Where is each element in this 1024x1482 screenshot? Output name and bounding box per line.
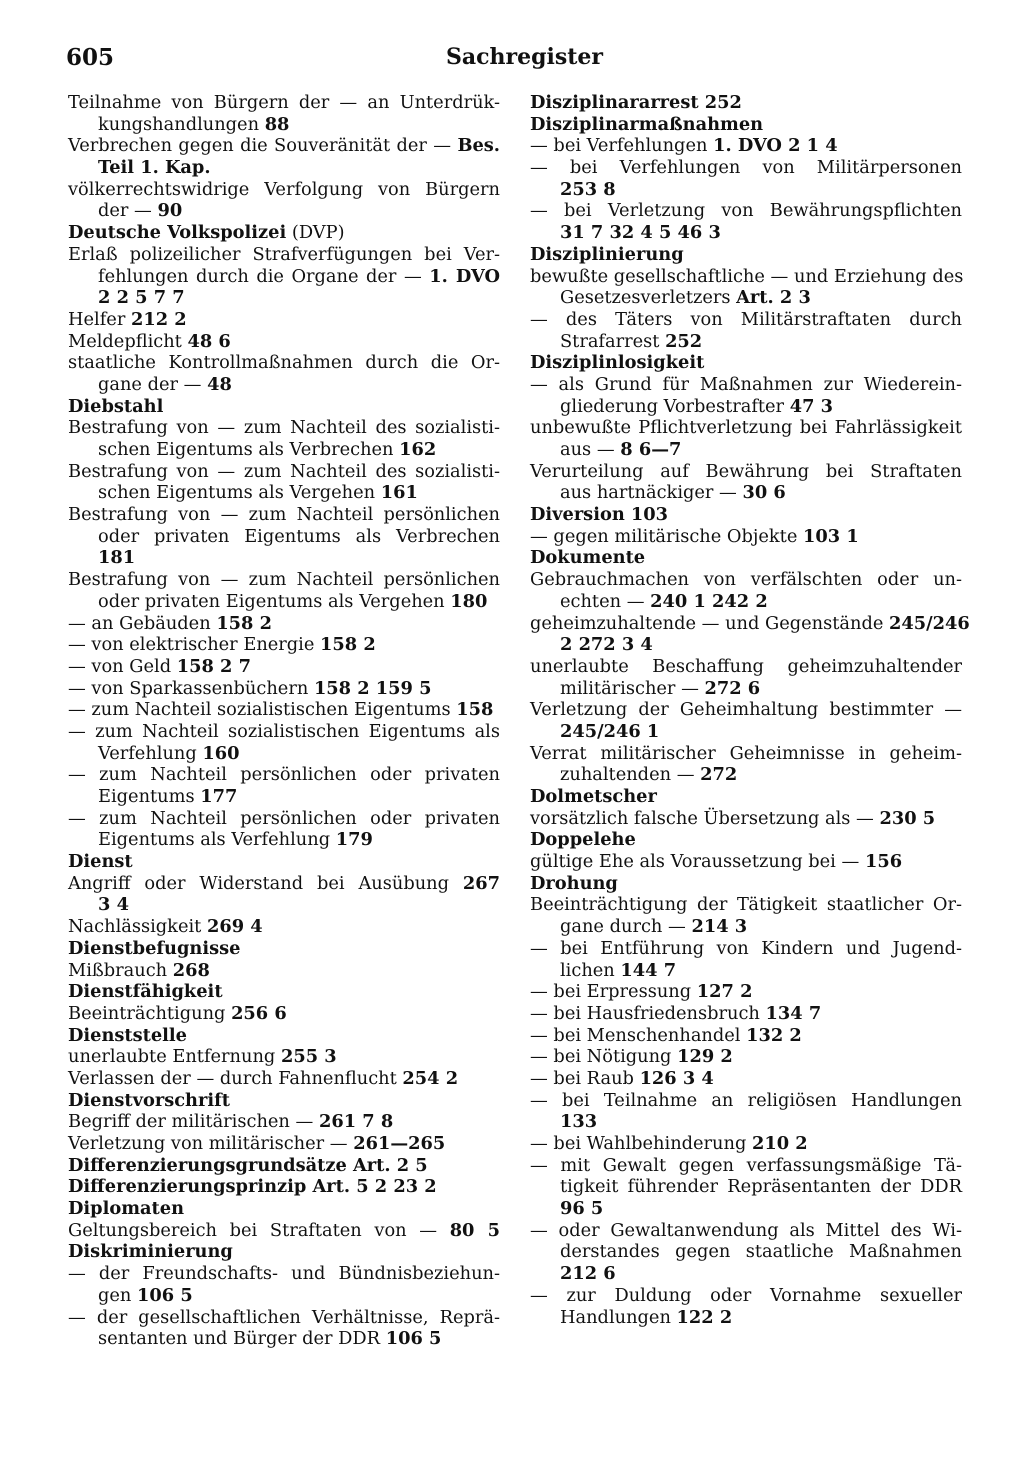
index-entry-text: Verletzung der Geheimhaltung bestimmter — bbox=[530, 699, 962, 721]
index-keyword: 2 2 5 7 7 bbox=[98, 287, 185, 309]
index-reference: 158 2 7 bbox=[176, 655, 251, 677]
index-entry-text: lichen bbox=[560, 959, 621, 981]
index-entry-text: — zur Duldung oder Vornahme sexueller bbox=[530, 1284, 962, 1306]
index-entry-text: Gebrauchmachen von verfälschten oder un- bbox=[530, 569, 962, 591]
index-entry-text: — von elektrischer Energie bbox=[68, 634, 321, 656]
index-entry-text: Mißbrauch bbox=[68, 959, 173, 981]
index-line bbox=[68, 244, 500, 266]
index-reference: 1. DVO 2 1 4 bbox=[713, 135, 838, 157]
index-line bbox=[530, 1003, 962, 1025]
index-entry-text: Verbrechen gegen die Souveränität der — bbox=[68, 135, 458, 157]
index-line bbox=[530, 1220, 962, 1242]
index-entry-text: gliederung Vorbestrafter bbox=[560, 395, 790, 417]
index-line bbox=[68, 504, 500, 526]
index-line bbox=[68, 331, 500, 353]
index-reference: 106 5 bbox=[385, 1328, 442, 1350]
index-line bbox=[68, 547, 500, 569]
index-reference: 80 5 bbox=[449, 1219, 500, 1241]
index-line bbox=[68, 1176, 500, 1198]
index-line bbox=[530, 396, 962, 418]
index-entry-text: Meldepflicht bbox=[68, 330, 188, 352]
index-line bbox=[68, 808, 500, 830]
index-line bbox=[68, 439, 500, 461]
index-line bbox=[68, 1263, 500, 1285]
index-reference: 158 2 bbox=[216, 612, 272, 634]
index-line bbox=[530, 331, 962, 353]
index-reference: 134 7 bbox=[765, 1002, 822, 1024]
index-entry-text: — bei Verfehlungen von Militärpersonen bbox=[530, 157, 962, 179]
index-line bbox=[68, 352, 500, 374]
index-line bbox=[530, 200, 962, 222]
index-line bbox=[530, 612, 970, 635]
index-reference: Art. 2 3 bbox=[736, 287, 811, 309]
index-line bbox=[530, 699, 962, 721]
index-line bbox=[68, 1241, 500, 1263]
index-line bbox=[530, 981, 962, 1003]
index-reference: 160 bbox=[202, 742, 240, 764]
index-column-right bbox=[530, 92, 970, 1328]
index-line bbox=[530, 1090, 962, 1112]
index-reference: Bes. bbox=[457, 135, 500, 157]
index-reference: 255 3 bbox=[280, 1046, 337, 1068]
index-line bbox=[68, 1155, 500, 1177]
index-entry-text: der — bbox=[98, 200, 158, 222]
index-line bbox=[530, 851, 962, 873]
index-entry-text: Beeinträchtigung der Tätigkeit staatlicher Or- bbox=[530, 894, 962, 916]
index-line bbox=[68, 114, 500, 136]
index-line bbox=[530, 1198, 962, 1220]
index-keyword: Dienst bbox=[68, 851, 133, 873]
index-entry-text: — an Gebäuden bbox=[68, 612, 217, 634]
index-line bbox=[530, 808, 962, 830]
index-line bbox=[530, 678, 962, 700]
index-line bbox=[68, 482, 500, 504]
index-reference: 161 bbox=[380, 482, 418, 504]
index-keyword: Drohung bbox=[530, 872, 618, 894]
index-entry-text: echten — bbox=[560, 590, 651, 612]
index-line bbox=[68, 222, 500, 244]
index-keyword: 133 bbox=[560, 1111, 598, 1133]
index-reference: 144 7 bbox=[620, 959, 677, 981]
index-line bbox=[68, 1307, 500, 1329]
index-entry-text: Geltungsbereich bei Straftaten von — bbox=[68, 1219, 450, 1241]
index-line bbox=[68, 374, 500, 396]
index-entry-text: bewußte gesellschaftliche — und Erziehung des bbox=[530, 265, 964, 287]
index-reference: 180 bbox=[450, 590, 488, 612]
index-column-left bbox=[68, 92, 500, 1350]
index-line bbox=[530, 374, 962, 396]
index-line bbox=[530, 721, 962, 743]
index-entry-text: geheimzuhaltende — und Gegenstände bbox=[530, 612, 890, 634]
index-reference: 272 bbox=[700, 764, 738, 786]
index-reference: 261—265 bbox=[353, 1133, 446, 1154]
index-entry-text: — bei Wahlbehinderung bbox=[530, 1133, 752, 1154]
index-reference: 106 5 bbox=[137, 1284, 193, 1306]
index-entry-text: oder privaten Eigentums als Verbrechen bbox=[98, 525, 500, 547]
index-line bbox=[530, 222, 962, 244]
index-line bbox=[530, 1025, 962, 1047]
index-line bbox=[530, 1133, 962, 1155]
index-line bbox=[68, 1111, 500, 1133]
index-entry-text: unerlaubte Entfernung bbox=[68, 1046, 281, 1068]
index-entry-text: — als Grund für Maßnahmen zur Wiederein- bbox=[530, 373, 962, 395]
index-line bbox=[68, 1285, 500, 1307]
index-keyword: 212 6 bbox=[560, 1263, 616, 1285]
index-line bbox=[68, 200, 500, 222]
index-line bbox=[68, 1003, 500, 1025]
index-entry-text: Verfehlung bbox=[98, 742, 203, 764]
index-line bbox=[68, 396, 500, 418]
index-line bbox=[530, 656, 962, 678]
index-line bbox=[68, 613, 500, 635]
index-entry-text: Verrat militärischer Geheimnisse in geheim- bbox=[530, 742, 962, 764]
index-line bbox=[68, 157, 500, 179]
index-keyword: Dienstvorschrift bbox=[68, 1089, 230, 1111]
page-title: Sachregister bbox=[446, 44, 603, 70]
index-entry-text: gen bbox=[98, 1284, 138, 1306]
index-line bbox=[530, 1263, 962, 1285]
index-line bbox=[530, 916, 962, 938]
index-line bbox=[530, 92, 962, 114]
index-reference: 47 3 bbox=[789, 395, 834, 417]
index-entry-text: Bestrafung von — zum Nachteil des sozialisti- bbox=[68, 417, 500, 439]
index-keyword: Dienststelle bbox=[68, 1024, 187, 1046]
index-reference: 214 3 bbox=[691, 916, 748, 938]
index-entry-text: militärischer — bbox=[560, 677, 705, 699]
index-line bbox=[68, 179, 500, 201]
index-entry-text: Helfer bbox=[68, 308, 131, 330]
index-entry-text: — der gesellschaftlichen Verhältnisse, Reprä- bbox=[68, 1306, 500, 1328]
index-keyword: 31 7 32 4 5 46 3 bbox=[560, 222, 721, 244]
index-entry-text: aus hartnäckiger — bbox=[560, 482, 743, 504]
index-entry-text: vorsätzlich falsche Übersetzung als — bbox=[530, 807, 880, 829]
index-reference: 122 2 bbox=[676, 1306, 733, 1328]
index-line bbox=[530, 547, 962, 569]
index-entry-text: schen Eigentums als Vergehen bbox=[98, 482, 381, 504]
index-line bbox=[68, 417, 500, 439]
index-entry-text: kungshandlungen bbox=[98, 113, 265, 135]
index-entry-text: — des Täters von Militärstraftaten durch bbox=[530, 308, 962, 330]
index-keyword: Dokumente bbox=[530, 547, 646, 569]
index-line bbox=[530, 1046, 962, 1068]
index-entry-text: fehlungen durch die Organe der — bbox=[98, 265, 430, 287]
index-reference: 254 2 bbox=[402, 1067, 459, 1089]
index-entry-text: Gesetzesverletzers bbox=[560, 287, 737, 309]
index-reference: 158 bbox=[456, 699, 494, 721]
index-entry-text: unerlaubte Beschaffung geheimzuhaltender bbox=[530, 655, 962, 677]
index-reference: 179 bbox=[335, 829, 373, 851]
index-entry-text: — gegen militärische Objekte bbox=[530, 525, 804, 547]
index-line bbox=[530, 266, 962, 288]
index-entry-text: gane durch — bbox=[560, 916, 692, 938]
index-entry-text: Eigentums bbox=[98, 786, 201, 807]
index-reference: 1. DVO bbox=[429, 265, 500, 287]
index-reference: 240 1 242 2 bbox=[650, 590, 768, 612]
index-line bbox=[68, 743, 500, 765]
index-entry-text: — der Freundschafts- und Bündnisbeziehun- bbox=[68, 1263, 500, 1285]
index-reference: 269 4 bbox=[206, 916, 263, 938]
index-reference: 8 6—7 bbox=[620, 439, 682, 460]
index-keyword: Dienstfähigkeit bbox=[68, 981, 223, 1003]
index-entry-text: gane der — bbox=[98, 373, 208, 395]
index-entry-text: — von Sparkassenbüchern bbox=[68, 677, 314, 699]
index-keyword: Diversion 103 bbox=[530, 504, 669, 526]
index-entry-text: — bei Menschenhandel bbox=[530, 1024, 747, 1046]
index-reference: 212 2 bbox=[130, 308, 187, 330]
index-keyword: 245/246 1 bbox=[560, 720, 660, 742]
index-reference: 230 5 bbox=[879, 807, 936, 829]
index-entry-suffix: (DVP) bbox=[286, 222, 345, 244]
index-reference: 268 bbox=[172, 959, 210, 981]
index-entry-text: — zum Nachteil sozialistischen Eigentums bbox=[68, 699, 457, 721]
index-entry-text: — von Geld bbox=[68, 655, 177, 677]
index-entry-text: Strafarrest bbox=[560, 330, 666, 352]
index-entry-text: — bei Erpressung bbox=[530, 981, 697, 1003]
index-line bbox=[530, 960, 962, 982]
index-line bbox=[68, 1328, 500, 1350]
index-reference: 267 bbox=[462, 872, 500, 894]
index-entry-text: Verurteilung auf Bewährung bei Straftaten bbox=[530, 460, 962, 482]
index-line bbox=[68, 1025, 500, 1047]
index-reference: 256 6 bbox=[231, 1002, 287, 1024]
index-line bbox=[530, 829, 962, 851]
index-entry-text: zuhaltenden — bbox=[560, 764, 701, 786]
index-entry-text: — bei Hausfriedensbruch bbox=[530, 1002, 766, 1024]
index-line bbox=[68, 764, 500, 786]
index-line bbox=[68, 960, 500, 982]
index-reference: 103 1 bbox=[803, 525, 859, 547]
index-entry-text: — bei Verfehlungen bbox=[530, 135, 714, 157]
index-line bbox=[68, 309, 500, 331]
index-line bbox=[530, 179, 962, 201]
index-entry-text: schen Eigentums als Verbrechen bbox=[98, 439, 400, 460]
index-entry-text: — oder Gewaltanwendung als Mittel des Wi- bbox=[530, 1219, 962, 1241]
index-line bbox=[530, 309, 962, 331]
index-line bbox=[68, 1090, 500, 1112]
index-line bbox=[530, 634, 962, 656]
index-reference: 129 2 bbox=[677, 1046, 733, 1068]
index-keyword: Disziplinarmaßnahmen bbox=[530, 113, 764, 135]
index-line bbox=[530, 873, 962, 895]
index-line bbox=[530, 439, 962, 461]
index-line bbox=[530, 244, 962, 266]
index-keyword: 96 5 bbox=[560, 1198, 604, 1220]
index-line bbox=[530, 764, 962, 786]
index-entry-text: Erlaß polizeilicher Strafverfügungen bei Ver- bbox=[68, 243, 500, 265]
index-line bbox=[530, 938, 962, 960]
index-line bbox=[68, 916, 500, 938]
index-reference: 158 2 bbox=[320, 634, 376, 656]
index-entry-text: Nachlässigkeit bbox=[68, 916, 207, 938]
index-reference: 127 2 bbox=[696, 981, 753, 1003]
index-line bbox=[530, 135, 962, 157]
index-entry-text: — zum Nachteil sozialistischen Eigentums als bbox=[68, 720, 500, 742]
index-keyword: 3 4 bbox=[98, 894, 129, 916]
index-line bbox=[68, 1198, 500, 1220]
index-entry-text: — bei Verletzung von Bewährungspflichten bbox=[530, 200, 962, 222]
index-reference: 210 2 bbox=[752, 1133, 808, 1154]
index-line bbox=[68, 851, 500, 873]
index-entry-text: staatliche Kontrollmaßnahmen durch die Or- bbox=[68, 352, 500, 374]
index-entry-text: oder privaten Eigentums als Vergehen bbox=[98, 590, 451, 612]
index-entry-text: — bei Nötigung bbox=[530, 1046, 678, 1068]
page-number: 605 bbox=[66, 44, 115, 71]
index-entry-text: — bei Teilnahme an religiösen Handlungen bbox=[530, 1089, 962, 1111]
index-keyword: Disziplinierung bbox=[530, 243, 684, 265]
index-line bbox=[530, 894, 962, 916]
index-line bbox=[68, 569, 500, 591]
index-entry-text: — zum Nachteil persönlichen oder privaten bbox=[68, 807, 500, 829]
index-entry-text: Bestrafung von — zum Nachteil persönlichen bbox=[68, 504, 500, 526]
index-entry-text: Verletzung von militärischer — bbox=[68, 1133, 354, 1154]
index-line bbox=[530, 786, 962, 808]
index-reference: 252 bbox=[665, 330, 703, 352]
index-entry-text: unbewußte Pflichtverletzung bei Fahrlässigkeit bbox=[530, 417, 962, 439]
index-line bbox=[68, 786, 500, 808]
index-line bbox=[68, 135, 500, 157]
index-line bbox=[68, 1068, 500, 1090]
index-keyword: Disziplinararrest 252 bbox=[530, 92, 742, 113]
index-keyword: 253 8 bbox=[560, 178, 616, 200]
index-reference: 245/246 bbox=[889, 612, 970, 634]
index-line bbox=[530, 114, 962, 136]
index-line bbox=[68, 894, 500, 916]
index-line bbox=[68, 634, 500, 656]
index-line bbox=[68, 287, 500, 309]
index-reference: 132 2 bbox=[746, 1024, 802, 1046]
index-line bbox=[530, 1241, 962, 1263]
index-line bbox=[530, 743, 962, 765]
index-entry-text: — mit Gewalt gegen verfassungsmäßige Tä- bbox=[530, 1154, 962, 1176]
index-entry-text: derstandes gegen staatliche Maßnahmen bbox=[560, 1241, 962, 1263]
index-keyword: Diplomaten bbox=[68, 1198, 185, 1220]
index-line bbox=[530, 1068, 962, 1090]
index-reference: 48 bbox=[207, 373, 232, 395]
index-line bbox=[68, 938, 500, 960]
index-entry-text: Beeinträchtigung bbox=[68, 1002, 232, 1024]
index-entry-text: tigkeit führender Repräsentanten der DDR bbox=[560, 1176, 962, 1198]
index-entry-text: Teilnahme von Bürgern der — an Unterdrük- bbox=[68, 92, 500, 113]
index-line bbox=[530, 526, 962, 548]
index-line bbox=[68, 1220, 500, 1242]
index-line bbox=[530, 569, 962, 591]
index-line bbox=[530, 287, 962, 309]
index-line bbox=[68, 92, 500, 114]
index-line bbox=[530, 1155, 962, 1177]
index-line bbox=[68, 873, 500, 895]
index-entry-text: völkerrechtswidrige Verfolgung von Bürgern bbox=[68, 178, 500, 200]
index-line bbox=[68, 591, 500, 613]
index-keyword: Teil 1. Kap. bbox=[98, 157, 211, 179]
index-entry-text: — bei Entführung von Kindern und Jugend- bbox=[530, 937, 962, 959]
index-line bbox=[68, 678, 500, 700]
index-line bbox=[530, 1285, 962, 1307]
index-reference: 48 6 bbox=[187, 330, 231, 352]
index-line bbox=[530, 591, 962, 613]
index-reference: 126 3 4 bbox=[639, 1067, 714, 1089]
index-line bbox=[530, 352, 962, 374]
index-reference: 272 6 bbox=[704, 677, 761, 699]
index-entry-text: Verlassen der — durch Fahnenflucht bbox=[68, 1067, 403, 1089]
index-keyword: Diskriminierung bbox=[68, 1241, 233, 1263]
index-line bbox=[68, 1046, 500, 1068]
index-line bbox=[68, 981, 500, 1003]
index-line bbox=[530, 417, 962, 439]
index-line bbox=[68, 526, 500, 548]
index-line bbox=[530, 504, 962, 526]
index-reference: 88 bbox=[264, 113, 290, 135]
index-entry-text: Eigentums als Verfehlung bbox=[98, 829, 336, 851]
index-line bbox=[68, 829, 500, 851]
index-entry-text: gültige Ehe als Voraussetzung bei — bbox=[530, 851, 865, 873]
index-entry-text: Bestrafung von — zum Nachteil persönlichen bbox=[68, 569, 500, 591]
index-reference: 261 7 8 bbox=[318, 1111, 394, 1133]
index-line bbox=[530, 1111, 962, 1133]
index-keyword: 181 bbox=[98, 547, 136, 569]
index-entry-text: Bestrafung von — zum Nachteil des sozialisti- bbox=[68, 460, 500, 482]
index-entry-text: — zum Nachteil persönlichen oder privaten bbox=[68, 764, 500, 786]
index-entry-text: Begriff der militärischen — bbox=[68, 1111, 319, 1133]
index-keyword: 2 272 3 4 bbox=[560, 634, 653, 656]
index-reference: 177 bbox=[200, 786, 238, 807]
index-line bbox=[530, 1307, 962, 1329]
index-line bbox=[68, 656, 500, 678]
index-reference: 30 6 bbox=[742, 482, 786, 504]
index-keyword: Doppelehe bbox=[530, 829, 636, 851]
index-keyword: Diebstahl bbox=[68, 395, 164, 417]
index-line bbox=[68, 1133, 500, 1155]
index-line bbox=[68, 699, 500, 721]
index-line bbox=[68, 721, 500, 743]
index-reference: 158 2 159 5 bbox=[313, 677, 432, 699]
index-line bbox=[530, 482, 962, 504]
index-keyword: Differenzierungsprinzip Art. 5 2 23 2 bbox=[68, 1176, 437, 1198]
index-entry-text: Angriff oder Widerstand bei Ausübung bbox=[68, 872, 463, 894]
index-line bbox=[68, 266, 500, 288]
index-keyword: Dolmetscher bbox=[530, 786, 657, 807]
index-line bbox=[530, 1176, 962, 1198]
index-keyword: Differenzierungsgrundsätze Art. 2 5 bbox=[68, 1154, 428, 1176]
index-reference: 162 bbox=[399, 439, 437, 460]
index-line bbox=[530, 157, 962, 179]
index-keyword: Deutsche Volkspolizei bbox=[68, 222, 287, 244]
index-line bbox=[530, 461, 962, 483]
index-entry-text: Handlungen bbox=[560, 1306, 677, 1328]
index-line bbox=[68, 461, 500, 483]
index-reference: 156 bbox=[864, 851, 903, 873]
index-entry-text: sentanten und Bürger der DDR bbox=[98, 1328, 386, 1350]
index-keyword: Disziplinlosigkeit bbox=[530, 352, 705, 374]
index-entry-text: aus — bbox=[560, 439, 621, 460]
index-entry-text: — bei Raub bbox=[530, 1067, 640, 1089]
index-reference: 90 bbox=[157, 200, 183, 222]
index-keyword: Dienstbefugnisse bbox=[68, 937, 241, 959]
